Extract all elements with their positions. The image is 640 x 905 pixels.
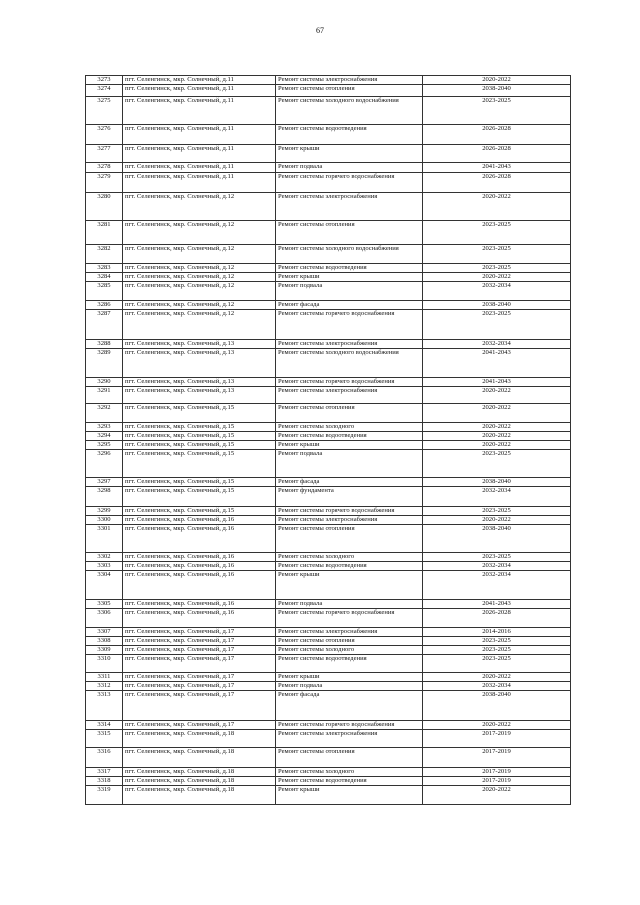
address-cell: пгт. Селенгинск, мкр. Солнечный, д.12: [123, 245, 276, 264]
row-number: 3304: [86, 571, 123, 600]
address-cell: пгт. Селенгинск, мкр. Солнечный, д.11: [123, 163, 276, 173]
row-number: 3295: [86, 441, 123, 450]
address-cell: пгт. Селенгинск, мкр. Солнечный, д.17: [123, 646, 276, 655]
table-row: [86, 525, 571, 553]
period-cell: 2023-2025: [423, 450, 571, 478]
work-type-cell: Ремонт системы электроснабжения: [276, 193, 423, 221]
work-type-cell: Ремонт фасада: [276, 478, 423, 487]
address-cell: пгт. Селенгинск, мкр. Солнечный, д.11: [123, 173, 276, 193]
table-row: [86, 646, 571, 655]
address-cell: пгт. Селенгинск, мкр. Солнечный, д.16: [123, 609, 276, 628]
work-type-cell: Ремонт системы горячего водоснабжения: [276, 378, 423, 387]
work-type-cell: Ремонт системы отопления: [276, 525, 423, 553]
period-cell: 2032-2034: [423, 571, 571, 600]
row-number: 3301: [86, 525, 123, 553]
address-cell: пгт. Селенгинск, мкр. Солнечный, д.15: [123, 487, 276, 507]
address-cell: пгт. Селенгинск, мкр. Солнечный, д.17: [123, 682, 276, 691]
period-cell: 2041-2043: [423, 378, 571, 387]
work-type-cell: Ремонт системы горячего водоснабжения: [276, 310, 423, 340]
address-cell: пгт. Селенгинск, мкр. Солнечный, д.15: [123, 404, 276, 423]
work-type-cell: Ремонт системы водоотведения: [276, 432, 423, 441]
row-number: 3317: [86, 768, 123, 777]
period-cell: 2020-2022: [423, 193, 571, 221]
period-cell: 2014-2016: [423, 628, 571, 637]
work-type-cell: Ремонт системы водоотведения: [276, 125, 423, 145]
period-cell: 2026-2028: [423, 145, 571, 163]
work-type-cell: Ремонт крыши: [276, 273, 423, 282]
period-cell: 2032-2034: [423, 340, 571, 349]
period-cell: 2020-2022: [423, 273, 571, 282]
work-type-cell: Ремонт системы электроснабжения: [276, 628, 423, 637]
table-row: [86, 682, 571, 691]
period-cell: 2020-2022: [423, 76, 571, 85]
row-number: 3294: [86, 432, 123, 441]
table-row: [86, 786, 571, 805]
table-row: [86, 691, 571, 721]
period-cell: 2026-2028: [423, 609, 571, 628]
period-cell: 2038-2040: [423, 301, 571, 310]
work-type-cell: Ремонт системы отопления: [276, 85, 423, 97]
address-cell: пгт. Селенгинск, мкр. Солнечный, д.13: [123, 387, 276, 404]
address-cell: пгт. Селенгинск, мкр. Солнечный, д.17: [123, 655, 276, 673]
address-cell: пгт. Селенгинск, мкр. Солнечный, д.18: [123, 777, 276, 786]
work-type-cell: Ремонт подвала: [276, 682, 423, 691]
period-cell: 2020-2022: [423, 516, 571, 525]
work-type-cell: Ремонт фасада: [276, 301, 423, 310]
work-type-cell: Ремонт системы электроснабжения: [276, 387, 423, 404]
row-number: 3279: [86, 173, 123, 193]
table-row: [86, 85, 571, 97]
table-row: [86, 655, 571, 673]
table-row: [86, 553, 571, 562]
table-row: [86, 600, 571, 609]
row-number: 3311: [86, 673, 123, 682]
address-cell: пгт. Селенгинск, мкр. Солнечный, д.12: [123, 193, 276, 221]
address-cell: пгт. Селенгинск, мкр. Солнечный, д.16: [123, 525, 276, 553]
work-type-cell: Ремонт системы отопления: [276, 221, 423, 245]
table-row: [86, 748, 571, 768]
work-type-cell: Ремонт подвала: [276, 450, 423, 478]
period-cell: 2020-2022: [423, 404, 571, 423]
work-type-cell: Ремонт системы холодного водоснабжения: [276, 349, 423, 378]
row-number: 3290: [86, 378, 123, 387]
work-type-cell: Ремонт системы водоотведения: [276, 264, 423, 273]
period-cell: 2020-2022: [423, 432, 571, 441]
table-row: [86, 173, 571, 193]
row-number: 3292: [86, 404, 123, 423]
row-number: 3281: [86, 221, 123, 245]
address-cell: пгт. Селенгинск, мкр. Солнечный, д.18: [123, 748, 276, 768]
period-cell: 2041-2043: [423, 600, 571, 609]
table-row: [86, 423, 571, 432]
table-row: [86, 487, 571, 507]
row-number: 3303: [86, 562, 123, 571]
address-cell: пгт. Селенгинск, мкр. Солнечный, д.11: [123, 76, 276, 85]
period-cell: 2032-2034: [423, 282, 571, 301]
work-type-cell: Ремонт крыши: [276, 571, 423, 600]
period-cell: 2017-2019: [423, 748, 571, 768]
table-body: [86, 76, 571, 805]
row-number: 3310: [86, 655, 123, 673]
address-cell: пгт. Селенгинск, мкр. Солнечный, д.11: [123, 145, 276, 163]
work-type-cell: Ремонт системы холодного: [276, 768, 423, 777]
period-cell: 2038-2040: [423, 478, 571, 487]
period-cell: 2023-2025: [423, 637, 571, 646]
work-type-cell: Ремонт крыши: [276, 673, 423, 682]
work-type-cell: Ремонт системы электроснабжения: [276, 516, 423, 525]
row-number: 3309: [86, 646, 123, 655]
table-row: [86, 301, 571, 310]
row-number: 3282: [86, 245, 123, 264]
period-cell: 2023-2025: [423, 221, 571, 245]
work-type-cell: Ремонт крыши: [276, 145, 423, 163]
row-number: 3275: [86, 97, 123, 125]
row-number: 3284: [86, 273, 123, 282]
work-type-cell: Ремонт системы электроснабжения: [276, 340, 423, 349]
period-cell: 2020-2022: [423, 441, 571, 450]
row-number: 3306: [86, 609, 123, 628]
work-type-cell: Ремонт крыши: [276, 786, 423, 805]
period-cell: 2020-2022: [423, 387, 571, 404]
period-cell: 2041-2043: [423, 163, 571, 173]
period-cell: 2023-2025: [423, 245, 571, 264]
address-cell: пгт. Селенгинск, мкр. Солнечный, д.11: [123, 85, 276, 97]
address-cell: пгт. Селенгинск, мкр. Солнечный, д.11: [123, 97, 276, 125]
row-number: 3280: [86, 193, 123, 221]
row-number: 3312: [86, 682, 123, 691]
table-row: [86, 387, 571, 404]
address-cell: пгт. Селенгинск, мкр. Солнечный, д.13: [123, 349, 276, 378]
row-number: 3287: [86, 310, 123, 340]
row-number: 3297: [86, 478, 123, 487]
address-cell: пгт. Селенгинск, мкр. Солнечный, д.15: [123, 507, 276, 516]
period-cell: 2017-2019: [423, 730, 571, 748]
table-row: [86, 273, 571, 282]
address-cell: пгт. Селенгинск, мкр. Солнечный, д.15: [123, 432, 276, 441]
address-cell: пгт. Селенгинск, мкр. Солнечный, д.16: [123, 516, 276, 525]
row-number: 3314: [86, 721, 123, 730]
work-type-cell: Ремонт системы холодного водоснабжения: [276, 97, 423, 125]
row-number: 3305: [86, 600, 123, 609]
work-type-cell: Ремонт подвала: [276, 282, 423, 301]
table-row: [86, 516, 571, 525]
work-type-cell: Ремонт системы водоотведения: [276, 777, 423, 786]
work-type-cell: Ремонт подвала: [276, 163, 423, 173]
row-number: 3276: [86, 125, 123, 145]
table-row: [86, 310, 571, 340]
period-cell: 2023-2025: [423, 507, 571, 516]
row-number: 3289: [86, 349, 123, 378]
table-row: [86, 97, 571, 125]
row-number: 3315: [86, 730, 123, 748]
table-row: [86, 125, 571, 145]
period-cell: 2020-2022: [423, 423, 571, 432]
period-cell: 2020-2022: [423, 721, 571, 730]
work-type-cell: Ремонт системы электроснабжения: [276, 76, 423, 85]
address-cell: пгт. Селенгинск, мкр. Солнечный, д.15: [123, 423, 276, 432]
address-cell: пгт. Селенгинск, мкр. Солнечный, д.17: [123, 691, 276, 721]
work-type-cell: Ремонт системы водоотведения: [276, 562, 423, 571]
period-cell: 2023-2025: [423, 310, 571, 340]
work-type-cell: Ремонт системы горячего водоснабжения: [276, 609, 423, 628]
work-type-cell: Ремонт системы горячего водоснабжения: [276, 173, 423, 193]
address-cell: пгт. Селенгинск, мкр. Солнечный, д.16: [123, 600, 276, 609]
period-cell: 2017-2019: [423, 768, 571, 777]
row-number: 3299: [86, 507, 123, 516]
table-row: [86, 378, 571, 387]
work-type-cell: Ремонт системы холодного: [276, 423, 423, 432]
address-cell: пгт. Селенгинск, мкр. Солнечный, д.13: [123, 378, 276, 387]
address-cell: пгт. Селенгинск, мкр. Солнечный, д.11: [123, 125, 276, 145]
period-cell: 2032-2034: [423, 562, 571, 571]
table-row: [86, 478, 571, 487]
address-cell: пгт. Селенгинск, мкр. Солнечный, д.15: [123, 478, 276, 487]
period-cell: 2038-2040: [423, 85, 571, 97]
row-number: 3273: [86, 76, 123, 85]
address-cell: пгт. Селенгинск, мкр. Солнечный, д.18: [123, 768, 276, 777]
page-number: 67: [316, 26, 324, 35]
table-row: [86, 404, 571, 423]
period-cell: 2017-2019: [423, 777, 571, 786]
address-cell: пгт. Селенгинск, мкр. Солнечный, д.12: [123, 301, 276, 310]
address-cell: пгт. Селенгинск, мкр. Солнечный, д.12: [123, 273, 276, 282]
period-cell: 2038-2040: [423, 691, 571, 721]
address-cell: пгт. Селенгинск, мкр. Солнечный, д.13: [123, 340, 276, 349]
work-type-cell: Ремонт системы холодного: [276, 553, 423, 562]
period-cell: 2023-2025: [423, 97, 571, 125]
row-number: 3278: [86, 163, 123, 173]
address-cell: пгт. Селенгинск, мкр. Солнечный, д.16: [123, 562, 276, 571]
work-type-cell: Ремонт подвала: [276, 600, 423, 609]
address-cell: пгт. Селенгинск, мкр. Солнечный, д.18: [123, 786, 276, 805]
address-cell: пгт. Селенгинск, мкр. Солнечный, д.12: [123, 264, 276, 273]
row-number: 3293: [86, 423, 123, 432]
work-type-cell: Ремонт крыши: [276, 441, 423, 450]
work-type-cell: Ремонт системы горячего водоснабжения: [276, 721, 423, 730]
table-row: [86, 441, 571, 450]
table-row: [86, 221, 571, 245]
row-number: 3296: [86, 450, 123, 478]
table-row: [86, 432, 571, 441]
address-cell: пгт. Селенгинск, мкр. Солнечный, д.12: [123, 310, 276, 340]
period-cell: 2032-2034: [423, 487, 571, 507]
period-cell: 2023-2025: [423, 655, 571, 673]
work-type-cell: Ремонт системы отопления: [276, 404, 423, 423]
address-cell: пгт. Селенгинск, мкр. Солнечный, д.17: [123, 637, 276, 646]
table-row: [86, 777, 571, 786]
table-row: [86, 76, 571, 85]
row-number: 3316: [86, 748, 123, 768]
address-cell: пгт. Селенгинск, мкр. Солнечный, д.15: [123, 450, 276, 478]
table-row: [86, 768, 571, 777]
period-cell: 2026-2028: [423, 125, 571, 145]
table-row: [86, 571, 571, 600]
table-row: [86, 507, 571, 516]
row-number: 3288: [86, 340, 123, 349]
table-row: [86, 340, 571, 349]
row-number: 3307: [86, 628, 123, 637]
repair-schedule-table: [85, 75, 571, 805]
period-cell: 2020-2022: [423, 786, 571, 805]
table-row: [86, 163, 571, 173]
row-number: 3283: [86, 264, 123, 273]
table-row: [86, 282, 571, 301]
row-number: 3286: [86, 301, 123, 310]
table-row: [86, 609, 571, 628]
period-cell: 2032-2034: [423, 682, 571, 691]
address-cell: пгт. Селенгинск, мкр. Солнечный, д.17: [123, 628, 276, 637]
table-row: [86, 193, 571, 221]
table-row: [86, 145, 571, 163]
table-row: [86, 721, 571, 730]
address-cell: пгт. Селенгинск, мкр. Солнечный, д.16: [123, 553, 276, 562]
table-row: [86, 673, 571, 682]
address-cell: пгт. Селенгинск, мкр. Солнечный, д.18: [123, 730, 276, 748]
row-number: 3285: [86, 282, 123, 301]
row-number: 3291: [86, 387, 123, 404]
table-row: [86, 450, 571, 478]
address-cell: пгт. Селенгинск, мкр. Солнечный, д.15: [123, 441, 276, 450]
work-type-cell: Ремонт системы водоотведения: [276, 655, 423, 673]
work-type-cell: Ремонт фундамента: [276, 487, 423, 507]
period-cell: 2038-2040: [423, 525, 571, 553]
address-cell: пгт. Селенгинск, мкр. Солнечный, д.12: [123, 221, 276, 245]
table-row: [86, 264, 571, 273]
period-cell: 2023-2025: [423, 646, 571, 655]
table-row: [86, 628, 571, 637]
work-type-cell: Ремонт системы холодного: [276, 646, 423, 655]
address-cell: пгт. Селенгинск, мкр. Солнечный, д.12: [123, 282, 276, 301]
row-number: 3274: [86, 85, 123, 97]
work-type-cell: Ремонт системы электроснабжения: [276, 730, 423, 748]
row-number: 3300: [86, 516, 123, 525]
table-row: [86, 730, 571, 748]
table-row: [86, 349, 571, 378]
work-type-cell: Ремонт системы отопления: [276, 637, 423, 646]
work-type-cell: Ремонт системы отопления: [276, 748, 423, 768]
row-number: 3302: [86, 553, 123, 562]
work-type-cell: Ремонт системы горячего водоснабжения: [276, 507, 423, 516]
row-number: 3313: [86, 691, 123, 721]
row-number: 3298: [86, 487, 123, 507]
row-number: 3319: [86, 786, 123, 805]
row-number: 3318: [86, 777, 123, 786]
row-number: 3277: [86, 145, 123, 163]
period-cell: 2023-2025: [423, 264, 571, 273]
work-type-cell: Ремонт системы холодного водоснабжения: [276, 245, 423, 264]
table-row: [86, 245, 571, 264]
row-number: 3308: [86, 637, 123, 646]
address-cell: пгт. Селенгинск, мкр. Солнечный, д.17: [123, 673, 276, 682]
table-row: [86, 562, 571, 571]
period-cell: 2020-2022: [423, 673, 571, 682]
address-cell: пгт. Селенгинск, мкр. Солнечный, д.17: [123, 721, 276, 730]
table-row: [86, 637, 571, 646]
period-cell: 2041-2043: [423, 349, 571, 378]
address-cell: пгт. Селенгинск, мкр. Солнечный, д.16: [123, 571, 276, 600]
work-type-cell: Ремонт фасада: [276, 691, 423, 721]
period-cell: 2023-2025: [423, 553, 571, 562]
period-cell: 2026-2028: [423, 173, 571, 193]
